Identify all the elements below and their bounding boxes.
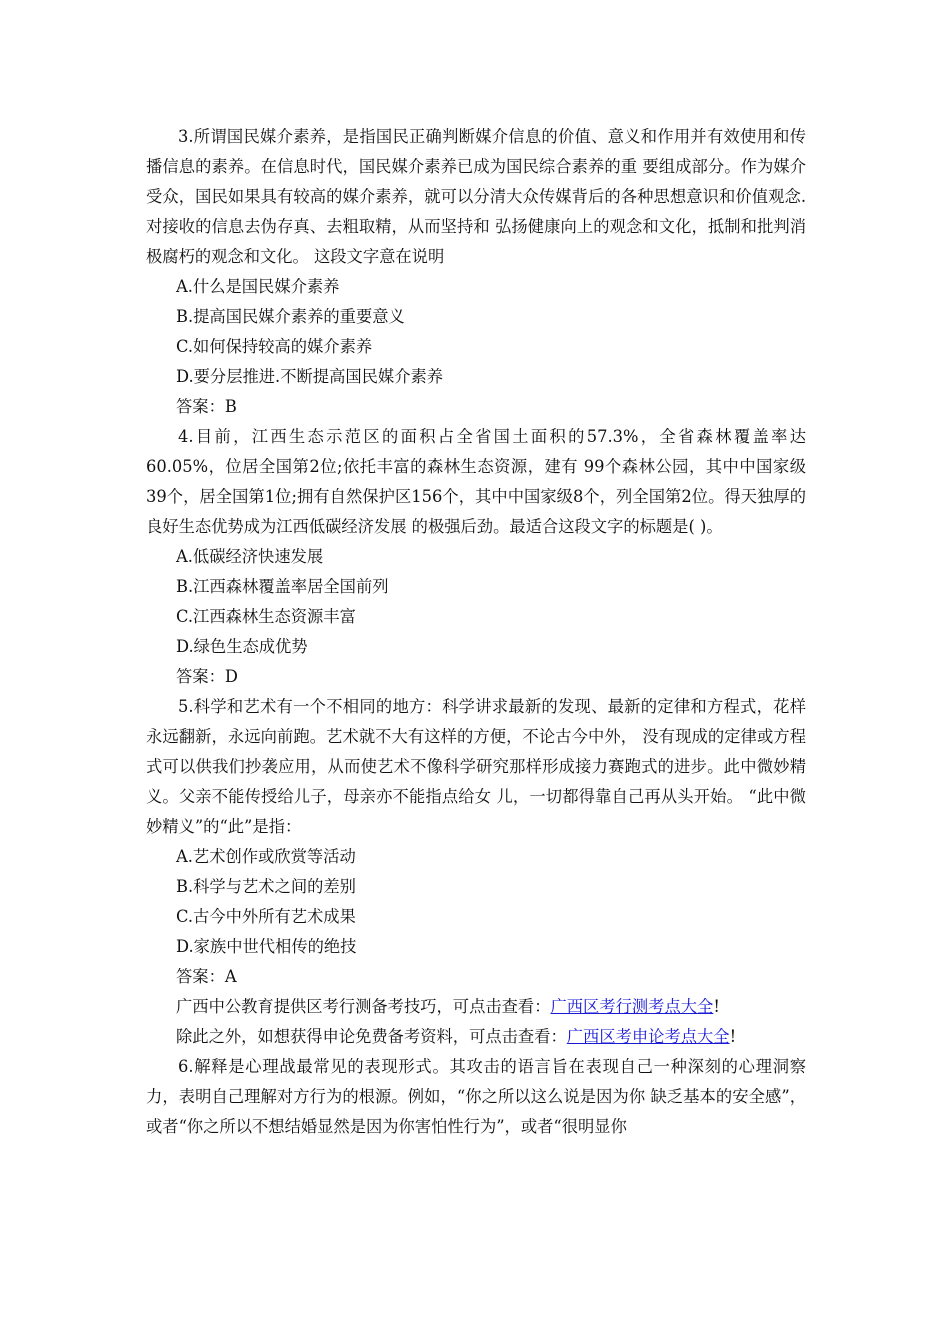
question-3-option-c: C.如何保持较高的媒介素养: [176, 337, 373, 356]
shenlun-link[interactable]: 广西区考申论考点大全: [566, 1027, 730, 1046]
promo-xingce-text: 广西中公教育提供区考行测备考技巧，可点击查看：: [176, 997, 551, 1016]
question-4-option-a: A.低碳经济快速发展: [176, 547, 324, 566]
question-4-stem: 4.目前，江西生态示范区的面积占全省国土面积的57.3%，全省森林覆盖率达60.05%，位居全国第2位;依托丰富的森林生态资源，建有 99个森林公园，其中中国家级39个，居全国第1位;拥有自然保护区156个，其中中国家级8个，列全国第2位。得天独厚的良好生态优势成为江西低碳经济发展 的极强后劲。最适合这段文字的标题是( )。: [146, 427, 806, 536]
question-3-option-d: D.要分层推进.不断提高国民媒介素养: [176, 367, 444, 386]
question-4-answer: 答案：D: [176, 667, 238, 686]
question-5-answer: 答案：A: [176, 967, 237, 986]
question-5-option-c: C.古今中外所有艺术成果: [176, 907, 356, 926]
question-5-option-a: A.艺术创作或欣赏等活动: [176, 847, 356, 866]
question-3-option-a: A.什么是国民媒介素养: [176, 277, 340, 296]
question-5-option-d: D.家族中世代相传的绝技: [176, 937, 357, 956]
question-3-answer: 答案：B: [176, 397, 237, 416]
question-4-option-c: C.江西森林生态资源丰富: [176, 607, 356, 626]
question-4-option-b: B.江西森林覆盖率居全国前列: [176, 577, 389, 596]
promo-xingce-suffix: !: [713, 997, 720, 1016]
promo-shenlun-suffix: !: [729, 1027, 737, 1046]
question-5-option-b: B.科学与艺术之间的差别: [176, 877, 356, 896]
promo-xingce: [146, 992, 806, 1022]
question-3-stem: 3.所谓国民媒介素养，是指国民正确判断媒介信息的价值、意义和作用并有效使用和传播信息的素养。在信息时代，国民媒介素养已成为国民综合素养的重 要组成部分。作为媒介受众，国民如果具有较高的媒介素养，就可以分清大众传媒背后的各种思想意识和价值观念.对接收的信息去伪存真、去粗取精，从而坚持和 弘扬健康向上的观念和文化，抵制和批判消极腐朽的观念和文化。 这段文字意在说明: [146, 127, 806, 266]
promo-shenlun-text: 除此之外，如想获得申论免费备考资料，可点击查看：: [176, 1027, 567, 1046]
question-3-option-b: B.提高国民媒介素养的重要意义: [176, 307, 405, 326]
xingce-link[interactable]: 广西区考行测考点大全: [550, 997, 714, 1016]
document-body: [146, 122, 806, 1142]
question-6-stem: 6.解释是心理战最常见的表现形式。其攻击的语言旨在表现自己一种深刻的心理洞察力，表明自己理解对方行为的根源。例如，“你之所以这么说是因为你 缺乏基本的安全感”，或者“你之所以不想结婚显然是因为你害怕性行为”，或者“很明显你: [146, 1057, 806, 1136]
promo-shenlun: [146, 1022, 806, 1052]
question-4-option-d: D.绿色生态成优势: [176, 637, 308, 656]
question-5-stem: 5.科学和艺术有一个不相同的地方：科学讲求最新的发现、最新的定律和方程式，花样永远翻新，永远向前跑。艺术就不大有这样的方便，不论古今中外， 没有现成的定律或方程式可以供我们抄袭应用，从而使艺术不像科学研究那样形成接力赛跑式的进步。此中微妙精义。父亲不能传授给儿子，母亲亦不能指点给女 儿，一切都得靠自己再从头开始。 “此中微妙精义”的“此”是指：: [146, 697, 806, 836]
